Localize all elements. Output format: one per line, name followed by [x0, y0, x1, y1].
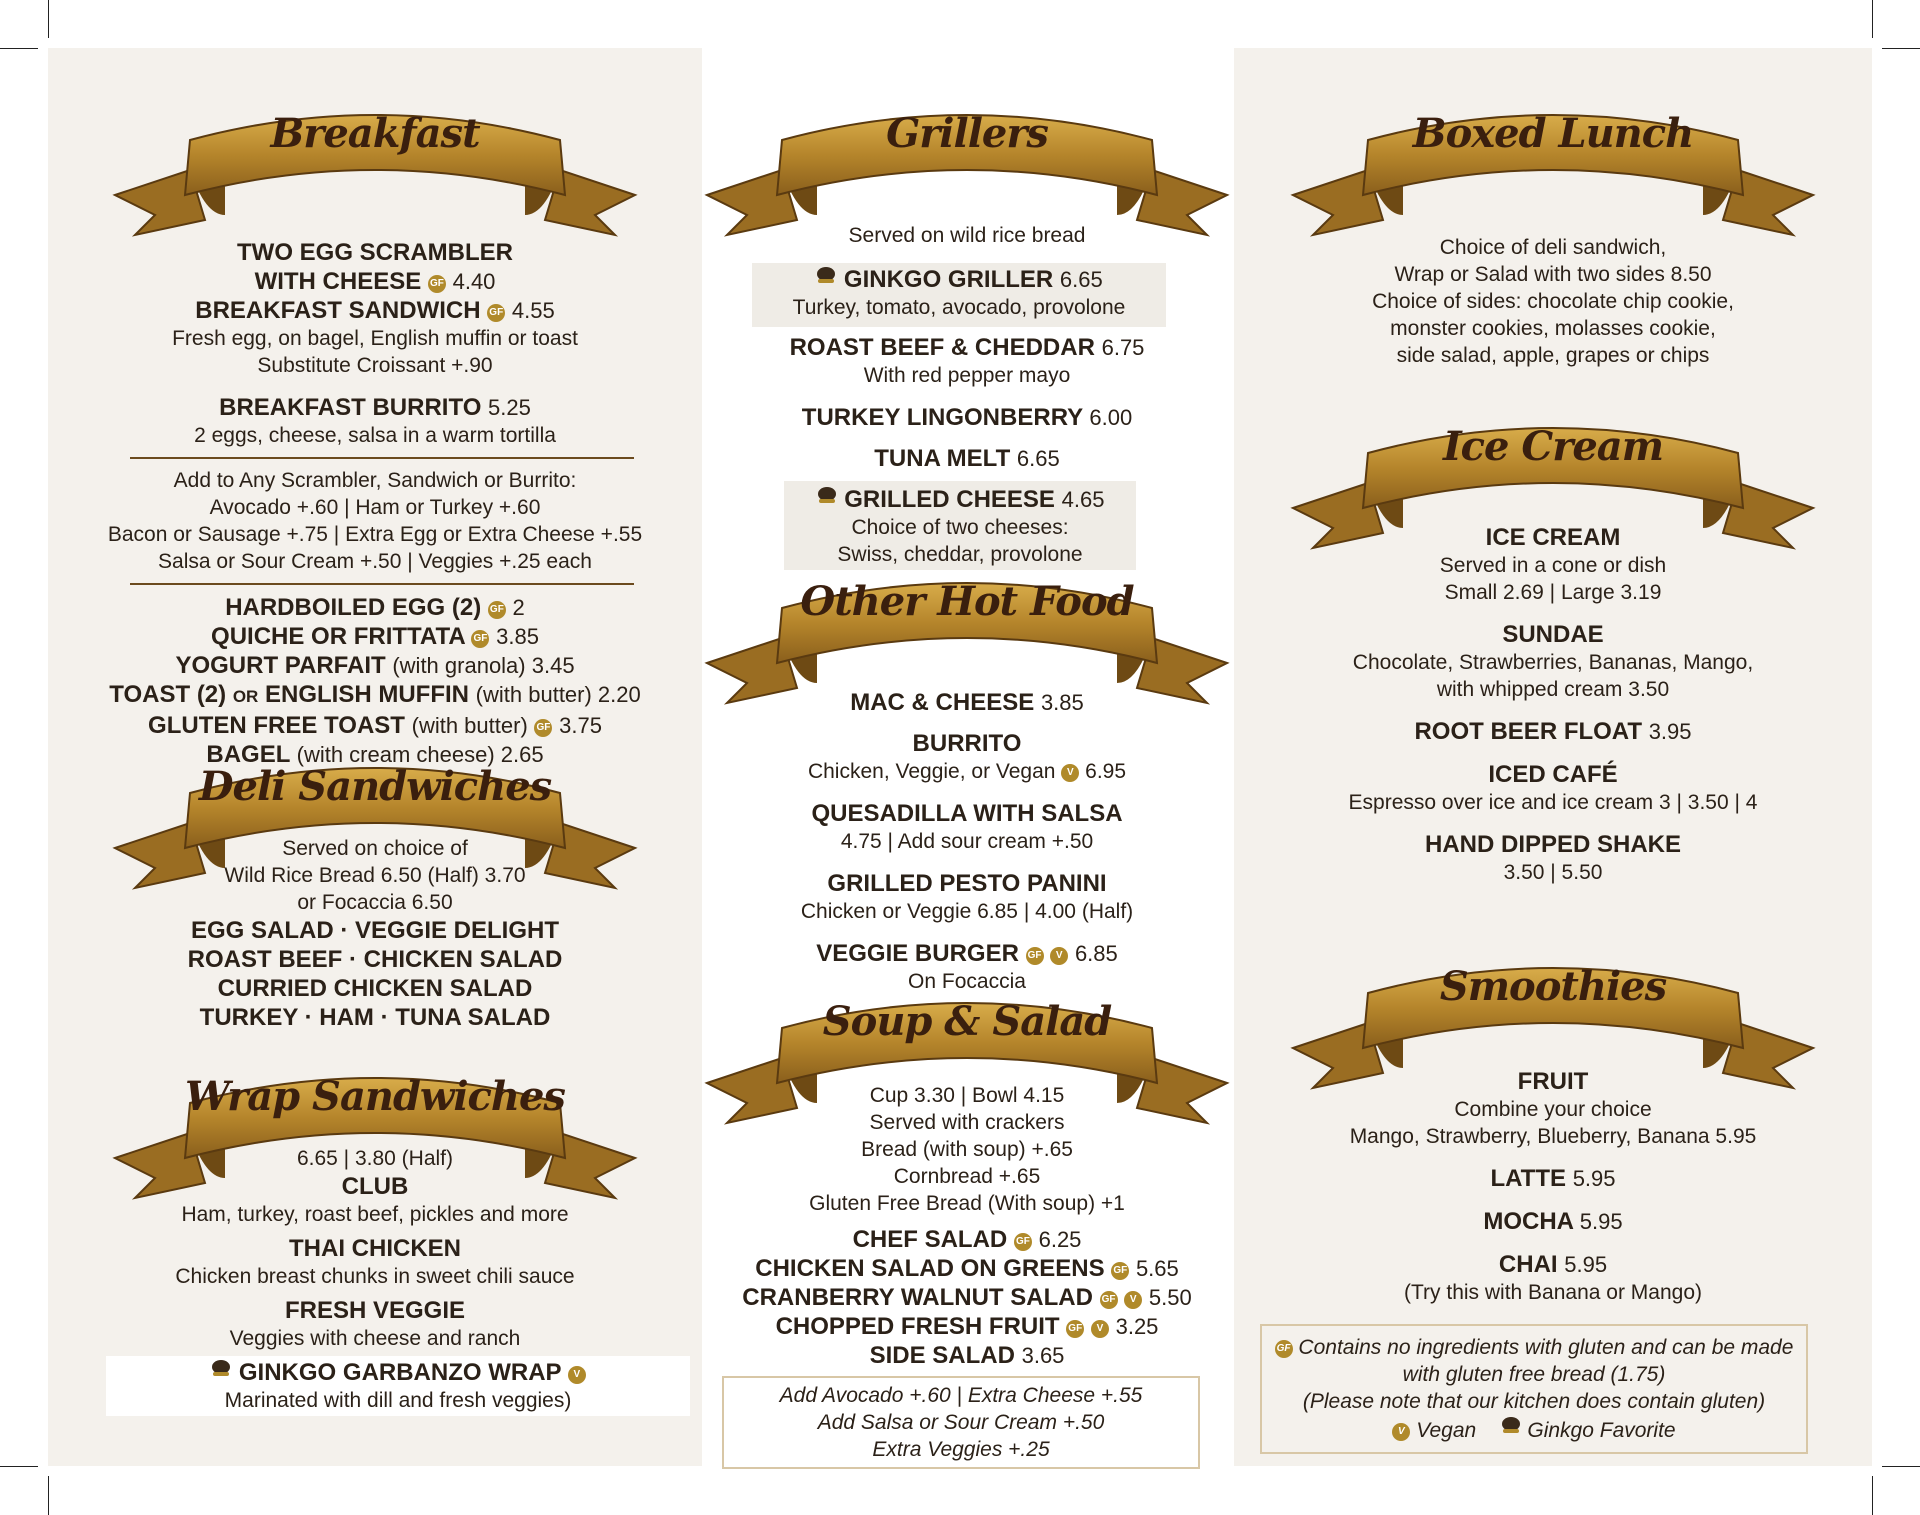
menu-item-muffin: ENGLISH MUFFIN [265, 681, 469, 708]
menu-item-panini: GRILLED PESTO PANINI [827, 870, 1107, 897]
gluten-free-icon: GF [534, 719, 552, 737]
item-desc: Small 2.69 | Large 3.19 [1444, 581, 1662, 604]
menu-item-grilled-cheese: GRILLED CHEESE [844, 486, 1055, 513]
price: 6.65 [1059, 267, 1103, 292]
menu-item-latte: LATTE [1490, 1165, 1567, 1192]
menu-item-breakfast-burrito: BREAKFAST BURRITO [219, 394, 482, 421]
addon-line: Add Avocado +.60 | Extra Cheese +.55 [779, 1384, 1143, 1407]
menu-item-fresh-fruit: CHOPPED FRESH FRUIT [775, 1313, 1060, 1340]
section-desc: Gluten Free Bread (With soup) +1 [809, 1192, 1125, 1215]
breakfast-title: Breakfast [270, 110, 480, 157]
menu-item-scrambler: TWO EGG SCRAMBLER [237, 239, 513, 266]
gluten-free-icon: GF [1066, 1320, 1084, 1338]
vegan-icon: V [1050, 947, 1068, 965]
legend-gf-3: (Please note that our kitchen does contain gluten) [1302, 1390, 1766, 1413]
crop-mark [0, 1466, 38, 1467]
item-desc: Served in a cone or dish [1439, 554, 1667, 577]
hot-food-title: Other Hot Food [800, 578, 1134, 625]
menu-item-chef-salad: CHEF SALAD [852, 1226, 1008, 1253]
item-note: (with butter) [411, 713, 528, 738]
section-desc: 6.65 | 3.80 (Half) [296, 1147, 454, 1170]
crop-mark [48, 1476, 49, 1515]
addon-line: Avocado +.60 | Ham or Turkey +.60 [209, 496, 541, 519]
menu-item: ROAST BEEF · CHICKEN SALAD [187, 946, 563, 973]
price: 3.65 [1021, 1343, 1065, 1368]
wrap-title: Wrap Sandwiches [185, 1073, 565, 1120]
or-word: OR [232, 687, 259, 706]
price: 2 [512, 595, 525, 620]
section-desc: Cornbread +.65 [893, 1165, 1041, 1188]
crop-mark [1882, 1466, 1920, 1467]
menu-item: EGG SALAD · VEGGIE DELIGHT [190, 917, 560, 944]
menu-item: CURRIED CHICKEN SALAD [217, 975, 533, 1002]
menu-item-chai: CHAI [1498, 1251, 1558, 1278]
menu-item-mac: MAC & CHEESE [850, 689, 1035, 716]
item-desc: Chocolate, Strawberries, Bananas, Mango, [1352, 651, 1754, 674]
crop-mark [0, 48, 38, 49]
price: 3.25 [1115, 1314, 1159, 1339]
crop-mark [1872, 1476, 1873, 1515]
vegan-icon: V [568, 1366, 586, 1384]
menu-item-bagel: BAGEL [206, 741, 290, 768]
menu-item-thai: THAI CHICKEN [289, 1235, 461, 1262]
item-desc: Fresh egg, on bagel, English muffin or toast [172, 327, 578, 350]
item-desc: 2 eggs, cheese, salsa in a warm tortilla [194, 424, 556, 447]
grillers-title: Grillers [886, 110, 1048, 157]
item-desc: Combine your choice [1454, 1098, 1652, 1121]
menu-item-fruit: FRUIT [1517, 1068, 1589, 1095]
item-desc: Veggies with cheese and ranch [229, 1327, 521, 1350]
menu-item-veggie-burger: VEGGIE BURGER [816, 940, 1019, 967]
menu-item-roast-beef: ROAST BEEF & CHEDDAR [789, 334, 1095, 361]
price: 5.95 [1564, 1252, 1608, 1277]
item-desc: Espresso over ice and ice cream 3 | 3.50 | 4 [1348, 791, 1758, 814]
smoothies-title: Smoothies [1439, 963, 1667, 1010]
price: 6.75 [1101, 335, 1145, 360]
menu-item-ginkgo-griller: GINKGO GRILLER [843, 266, 1054, 293]
vegan-icon: V [1091, 1320, 1109, 1338]
menu-item-iced-cafe: ICED CAFÉ [1488, 761, 1618, 788]
menu-item-yogurt: YOGURT PARFAIT [175, 652, 386, 679]
crop-mark [48, 0, 49, 38]
menu-item-toast: TOAST (2) [109, 681, 227, 708]
middle-panel [702, 48, 1232, 1466]
item-desc: Chicken breast chunks in sweet chili sauce [175, 1265, 575, 1288]
item-desc: On Focaccia [908, 970, 1026, 993]
section-desc: Choice of sides: chocolate chip cookie, [1372, 290, 1734, 313]
item-desc: Substitute Croissant +.90 [257, 354, 493, 377]
item-desc: Swiss, cheddar, provolone [837, 543, 1083, 566]
price: 6.65 [1016, 446, 1060, 471]
item-desc: 3.50 | 5.50 [1503, 861, 1603, 884]
menu-item-chicken-salad: CHICKEN SALAD ON GREENS [755, 1255, 1105, 1282]
menu-item-tuna-melt: TUNA MELT [874, 445, 1011, 472]
gluten-free-icon: GF [471, 630, 489, 648]
addons-box [722, 1376, 1200, 1469]
gluten-free-icon: GF [488, 601, 506, 619]
ginkgo-favorite-icon [210, 1358, 232, 1378]
boxed-lunch-banner [1273, 100, 1833, 250]
price: 3.85 [496, 624, 539, 649]
item-desc: Turkey, tomato, avocado, provolone [792, 296, 1126, 319]
section-desc: Served on choice of [282, 837, 468, 860]
price: 6.25 [1038, 1227, 1082, 1252]
gluten-free-icon: GF [1100, 1291, 1118, 1309]
item-desc: Marinated with dill and fresh veggies) [224, 1389, 572, 1412]
price: 3.75 [559, 713, 602, 738]
section-desc: Bread (with soup) +.65 [861, 1138, 1073, 1161]
item-note: (with butter) 2.20 [475, 682, 641, 707]
legend-gf-2: with gluten free bread (1.75) [1402, 1363, 1666, 1386]
legend-gf: Contains no ingredients with gluten and can be made [1298, 1336, 1794, 1359]
menu-item-veggie: FRESH VEGGIE [284, 1297, 466, 1324]
gluten-free-icon: GF [487, 304, 505, 322]
price: 5.95 [1572, 1166, 1616, 1191]
addon-line: Add to Any Scrambler, Sandwich or Burrito: [173, 469, 577, 492]
featured-box [784, 481, 1136, 570]
gluten-free-icon: GF [1275, 1340, 1293, 1358]
section-desc: Wrap or Salad with two sides 8.50 [1394, 263, 1712, 286]
featured-box [752, 263, 1166, 327]
addon-line: Bacon or Sausage +.75 | Extra Egg or Extra Cheese +.55 [107, 523, 643, 546]
item-note: (with granola) 3.45 [392, 653, 575, 678]
vegan-icon: V [1392, 1423, 1410, 1441]
section-desc: Choice of deli sandwich, [1439, 236, 1667, 259]
section-desc: or Focaccia 6.50 [297, 891, 453, 914]
section-desc: Wild Rice Bread 6.50 (Half) 3.70 [224, 864, 526, 887]
gluten-free-icon: GF [1026, 947, 1044, 965]
price: 5.50 [1148, 1285, 1192, 1310]
menu-item-quesadilla: QUESADILLA WITH SALSA [811, 800, 1123, 827]
section-desc: monster cookies, molasses cookie, [1390, 317, 1716, 340]
item-desc: Mango, Strawberry, Blueberry, Banana 5.95 [1349, 1125, 1757, 1148]
crop-mark [1872, 0, 1873, 38]
item-desc: Chicken, Veggie, or Vegan [807, 760, 1056, 783]
menu-item-sundae: SUNDAE [1502, 621, 1604, 648]
crop-mark [1882, 48, 1920, 49]
gluten-free-icon: GF [1111, 1262, 1129, 1280]
vegan-icon: V [1124, 1291, 1142, 1309]
section-desc: Cup 3.30 | Bowl 4.15 [869, 1084, 1065, 1107]
price: 6.95 [1085, 760, 1127, 783]
menu-item-cranberry-salad: CRANBERRY WALNUT SALAD [742, 1284, 1093, 1311]
price: 5.95 [1579, 1209, 1623, 1234]
menu-item: TURKEY · HAM · TUNA SALAD [199, 1004, 551, 1031]
legend-favorite: Ginkgo Favorite [1527, 1419, 1676, 1442]
boxed-lunch-title: Boxed Lunch [1412, 110, 1694, 157]
menu-item-ice-cream: ICE CREAM [1485, 524, 1621, 551]
divider [130, 583, 634, 585]
price: 3.95 [1648, 719, 1692, 744]
price: 4.40 [452, 269, 496, 294]
menu-item-side-salad: SIDE SALAD [869, 1342, 1015, 1369]
item-note: (with cream cheese) 2.65 [296, 742, 544, 767]
price: 4.55 [511, 298, 555, 323]
addon-line: Extra Veggies +.25 [872, 1438, 1050, 1461]
right-panel [1234, 48, 1872, 1466]
breakfast-banner [95, 100, 655, 250]
ice-cream-title: Ice Cream [1442, 423, 1664, 470]
item-desc: 4.75 | Add sour cream +.50 [840, 830, 1094, 853]
gluten-free-icon: GF [428, 275, 446, 293]
menu-item-shake: HAND DIPPED SHAKE [1424, 831, 1682, 858]
section-desc: Served with crackers [869, 1111, 1065, 1134]
soup-salad-title: Soup & Salad [822, 998, 1112, 1045]
menu-item-scrambler-2: WITH CHEESE [254, 268, 422, 295]
legend-vegan: Vegan [1416, 1419, 1477, 1442]
menu-item-breakfast-sandwich: BREAKFAST SANDWICH [195, 297, 481, 324]
vegan-icon: V [1061, 764, 1079, 782]
menu-item-quiche: QUICHE OR FRITTATA [211, 623, 465, 650]
menu-item-club: CLUB [341, 1173, 409, 1200]
section-desc: Served on wild rice bread [848, 224, 1086, 247]
price: 6.85 [1074, 941, 1118, 966]
ginkgo-favorite-icon [1500, 1415, 1522, 1435]
item-desc: Chicken or Veggie 6.85 | 4.00 (Half) [800, 900, 1134, 923]
menu-item-mocha: MOCHA [1483, 1208, 1574, 1235]
price: 5.65 [1135, 1256, 1179, 1281]
menu-item-burrito: BURRITO [912, 730, 1022, 757]
item-desc: With red pepper mayo [863, 364, 1071, 387]
menu-item-turkey: TURKEY LINGONBERRY [801, 404, 1083, 431]
gluten-free-icon: GF [1014, 1233, 1032, 1251]
price: 3.85 [1040, 690, 1084, 715]
price: 6.00 [1089, 405, 1133, 430]
menu-item-garbanzo: GINKGO GARBANZO WRAP [238, 1359, 562, 1386]
ginkgo-favorite-icon [816, 485, 838, 505]
item-desc: Ham, turkey, roast beef, pickles and more [181, 1203, 569, 1226]
addon-line: Salsa or Sour Cream +.50 | Veggies +.25 each [158, 550, 592, 573]
menu-item-gf-toast: GLUTEN FREE TOAST [148, 712, 405, 739]
legend-box [1260, 1324, 1808, 1454]
deli-title: Deli Sandwiches [198, 763, 552, 810]
item-desc: (Try this with Banana or Mango) [1403, 1281, 1702, 1304]
item-desc: Choice of two cheeses: [851, 516, 1069, 539]
menu-item-egg: HARDBOILED EGG (2) [225, 594, 482, 621]
price: 4.65 [1061, 487, 1105, 512]
addon-line: Add Salsa or Sour Cream +.50 [817, 1411, 1105, 1434]
price: 5.25 [488, 395, 531, 420]
featured-box [106, 1356, 690, 1416]
divider [130, 457, 634, 459]
left-panel [48, 48, 702, 1466]
menu-item-root-beer-float: ROOT BEER FLOAT [1414, 718, 1643, 745]
section-desc: side salad, apple, grapes or chips [1396, 344, 1710, 367]
ginkgo-favorite-icon [815, 265, 837, 285]
item-desc: with whipped cream 3.50 [1436, 678, 1670, 701]
